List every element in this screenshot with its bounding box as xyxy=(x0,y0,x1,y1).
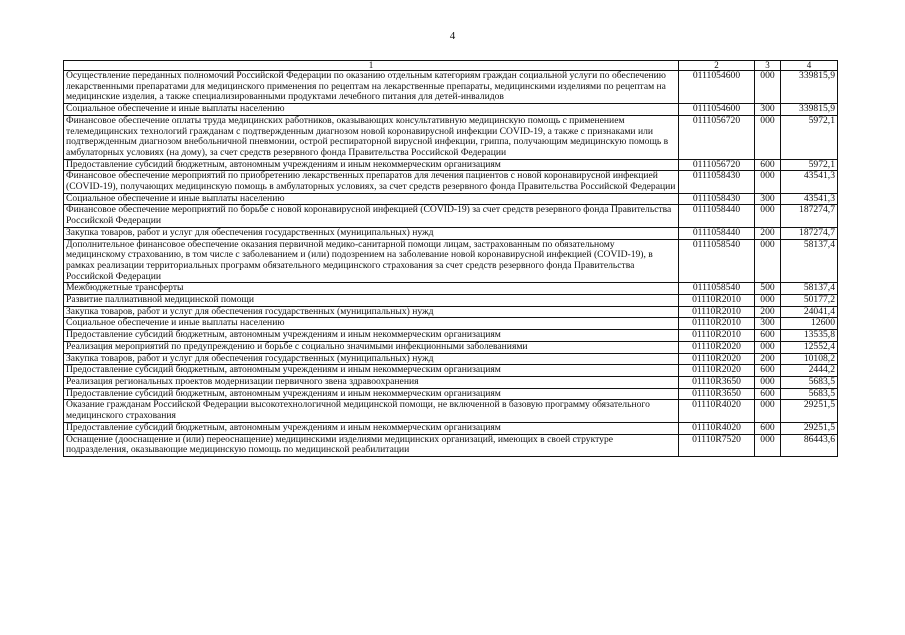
row-sum-cell: 5683,5 xyxy=(781,376,838,388)
table-row xyxy=(64,227,838,239)
table-row xyxy=(64,115,838,159)
column-header-sum: 4 xyxy=(781,61,838,71)
row-name-cell: Оснащение (дооснащение и (или) переоснащение) медицинскими изделиями медицинских организаций, имеющих в своей структуре подразделения, оказывающие медицинскую помощь по медицинской реабилитации xyxy=(64,434,679,456)
row-vr-cell: 300 xyxy=(755,104,781,116)
row-name-cell: Закупка товаров, работ и услуг для обеспечения государственных (муниципальных) нужд xyxy=(64,353,679,365)
table-row xyxy=(64,330,838,342)
row-vr-cell: 000 xyxy=(755,239,781,283)
row-vr-cell: 300 xyxy=(755,193,781,205)
row-code-cell: 01110R2020 xyxy=(679,353,755,365)
row-sum-cell: 12552,4 xyxy=(781,341,838,353)
header-row xyxy=(64,61,838,71)
row-sum-cell: 339815,9 xyxy=(781,71,838,104)
table-row xyxy=(64,171,838,193)
row-sum-cell: 86443,6 xyxy=(781,434,838,456)
row-code-cell: 0111054600 xyxy=(679,71,755,104)
row-name-cell: Финансовое обеспечение мероприятий по борьбе с новой коронавирусной инфекцией (COVID-19) за счет средств резервного фонда Правительства Российской Федерации xyxy=(64,205,679,227)
row-code-cell: 01110R2010 xyxy=(679,330,755,342)
row-code-cell: 0111058430 xyxy=(679,193,755,205)
table-row xyxy=(64,388,838,400)
row-name-cell: Предоставление субсидий бюджетным, автономным учреждениям и иным некоммерческим организациям xyxy=(64,330,679,342)
row-code-cell: 0111058540 xyxy=(679,283,755,295)
row-sum-cell: 50177,2 xyxy=(781,295,838,307)
row-vr-cell: 000 xyxy=(755,171,781,193)
row-sum-cell: 29251,5 xyxy=(781,400,838,422)
row-vr-cell: 500 xyxy=(755,283,781,295)
row-vr-cell: 600 xyxy=(755,388,781,400)
row-code-cell: 0111058440 xyxy=(679,227,755,239)
row-name-cell: Закупка товаров, работ и услуг для обеспечения государственных (муниципальных) нужд xyxy=(64,306,679,318)
row-name-cell: Межбюджетные трансферты xyxy=(64,283,679,295)
row-name-cell: Предоставление субсидий бюджетным, автономным учреждениям и иным некоммерческим организациям xyxy=(64,159,679,171)
row-vr-cell: 600 xyxy=(755,422,781,434)
row-name-cell: Предоставление субсидий бюджетным, автономным учреждениям и иным некоммерческим организациям xyxy=(64,388,679,400)
row-code-cell: 0111054600 xyxy=(679,104,755,116)
row-name-cell: Осуществление переданных полномочий Российской Федерации по оказанию отдельным категориям граждан социальной услуги по обеспечению лекарственными препаратами для медицинского применения по рецептам на лекарственные препараты, медицинскими изделиями по рецептам на медицинские изделия, а также специализированными продуктами лечебного питания для детей-инвалидов xyxy=(64,71,679,104)
row-name-cell: Финансовое обеспечение мероприятий по приобретению лекарственных препаратов для лечения пациентов с новой коронавирусной инфекцией (COVID-19), получающих медицинскую помощь в амбулаторных условиях, за счет средств резервного фонда Правительства Российской Федерации xyxy=(64,171,679,193)
row-vr-cell: 200 xyxy=(755,353,781,365)
row-code-cell: 01110R4020 xyxy=(679,422,755,434)
table-row xyxy=(64,353,838,365)
row-name-cell: Оказание гражданам Российской Федерации высокотехнологичной медицинской помощи, не включенной в базовую программу обязательного медицинского страхования xyxy=(64,400,679,422)
row-code-cell: 0111058430 xyxy=(679,171,755,193)
row-name-cell: Реализация мероприятий по предупреждению и борьбе с социально значимыми инфекционными заболеваниями xyxy=(64,341,679,353)
row-code-cell: 0111058540 xyxy=(679,239,755,283)
row-code-cell: 01110R2020 xyxy=(679,341,755,353)
row-vr-cell: 200 xyxy=(755,306,781,318)
row-vr-cell: 300 xyxy=(755,318,781,330)
table-row xyxy=(64,376,838,388)
row-name-cell: Дополнительное финансовое обеспечение оказания первичной медико-санитарной помощи лицам, застрахованным по обязательному медицинскому страхованию, в том числе с заболеванием и (или) подозрением на заболевание новой коронавирусной инфекцией (COVID-19), в рамках реализации территориальных программ обязательного медицинского страхования за счет средств резервного фонда Правительства Российской Федерации xyxy=(64,239,679,283)
row-name-cell: Предоставление субсидий бюджетным, автономным учреждениям и иным некоммерческим организациям xyxy=(64,365,679,377)
row-code-cell: 01110R2010 xyxy=(679,295,755,307)
page-number: 4 xyxy=(449,30,456,42)
row-vr-cell: 000 xyxy=(755,376,781,388)
row-sum-cell: 187274,7 xyxy=(781,227,838,239)
row-name-cell: Предоставление субсидий бюджетным, автономным учреждениям и иным некоммерческим организациям xyxy=(64,422,679,434)
row-code-cell: 01110R7520 xyxy=(679,434,755,456)
row-sum-cell: 12600 xyxy=(781,318,838,330)
table-row xyxy=(64,239,838,283)
row-code-cell: 0111056720 xyxy=(679,159,755,171)
table-row xyxy=(64,193,838,205)
table-row xyxy=(64,159,838,171)
row-code-cell: 0111058440 xyxy=(679,205,755,227)
table-row xyxy=(64,205,838,227)
row-vr-cell: 000 xyxy=(755,115,781,159)
row-vr-cell: 600 xyxy=(755,159,781,171)
row-name-cell: Социальное обеспечение и иные выплаты населению xyxy=(64,104,679,116)
row-sum-cell: 13535,8 xyxy=(781,330,838,342)
table-row xyxy=(64,400,838,422)
row-vr-cell: 000 xyxy=(755,434,781,456)
table-row xyxy=(64,341,838,353)
row-code-cell: 01110R2020 xyxy=(679,365,755,377)
budget-table xyxy=(63,60,838,457)
row-code-cell: 01110R3650 xyxy=(679,388,755,400)
row-sum-cell: 187274,7 xyxy=(781,205,838,227)
column-header-name: 1 xyxy=(64,61,679,71)
row-vr-cell: 000 xyxy=(755,295,781,307)
row-name-cell: Социальное обеспечение и иные выплаты населению xyxy=(64,318,679,330)
table-row xyxy=(64,422,838,434)
table-row xyxy=(64,295,838,307)
table-row xyxy=(64,71,838,104)
row-sum-cell: 2444,2 xyxy=(781,365,838,377)
row-vr-cell: 000 xyxy=(755,341,781,353)
table-row xyxy=(64,365,838,377)
row-sum-cell: 24041,4 xyxy=(781,306,838,318)
row-name-cell: Закупка товаров, работ и услуг для обеспечения государственных (муниципальных) нужд xyxy=(64,227,679,239)
row-vr-cell: 600 xyxy=(755,365,781,377)
row-code-cell: 01110R4020 xyxy=(679,400,755,422)
row-sum-cell: 43541,3 xyxy=(781,171,838,193)
row-sum-cell: 339815,9 xyxy=(781,104,838,116)
row-code-cell: 01110R2010 xyxy=(679,318,755,330)
row-name-cell: Реализация региональных проектов модернизации первичного звена здравоохранения xyxy=(64,376,679,388)
row-vr-cell: 000 xyxy=(755,205,781,227)
row-sum-cell: 10108,2 xyxy=(781,353,838,365)
row-sum-cell: 5972,1 xyxy=(781,115,838,159)
row-code-cell: 01110R3650 xyxy=(679,376,755,388)
row-vr-cell: 000 xyxy=(755,400,781,422)
row-code-cell: 0111056720 xyxy=(679,115,755,159)
row-vr-cell: 600 xyxy=(755,330,781,342)
row-sum-cell: 43541,3 xyxy=(781,193,838,205)
table-row xyxy=(64,318,838,330)
table-row xyxy=(64,306,838,318)
row-sum-cell: 5972,1 xyxy=(781,159,838,171)
row-sum-cell: 5683,5 xyxy=(781,388,838,400)
row-name-cell: Социальное обеспечение и иные выплаты населению xyxy=(64,193,679,205)
row-vr-cell: 200 xyxy=(755,227,781,239)
table-row xyxy=(64,104,838,116)
row-sum-cell: 58137,4 xyxy=(781,283,838,295)
row-name-cell: Финансовое обеспечение оплаты труда медицинских работников, оказывающих консультативную медицинскую помощь с применением телемедицинских технологий гражданам с подтвержденным диагнозом новой коронавирусной инфекции COVID-19, а также с признаками или подтвержденным диагнозом внебольничной пневмонии, острой респираторной вирусной инфекции, гриппа, получающим медицинскую помощь в амбулаторных условиях (на дому), за счет средств резервного фонда Правительства Российской Федерации xyxy=(64,115,679,159)
table-row xyxy=(64,434,838,456)
row-code-cell: 01110R2010 xyxy=(679,306,755,318)
table-row xyxy=(64,283,838,295)
row-vr-cell: 000 xyxy=(755,71,781,104)
column-header-code: 2 xyxy=(679,61,755,71)
row-sum-cell: 29251,5 xyxy=(781,422,838,434)
row-name-cell: Развитие паллиативной медицинской помощи xyxy=(64,295,679,307)
column-header-vr: 3 xyxy=(755,61,781,71)
row-sum-cell: 58137,4 xyxy=(781,239,838,283)
